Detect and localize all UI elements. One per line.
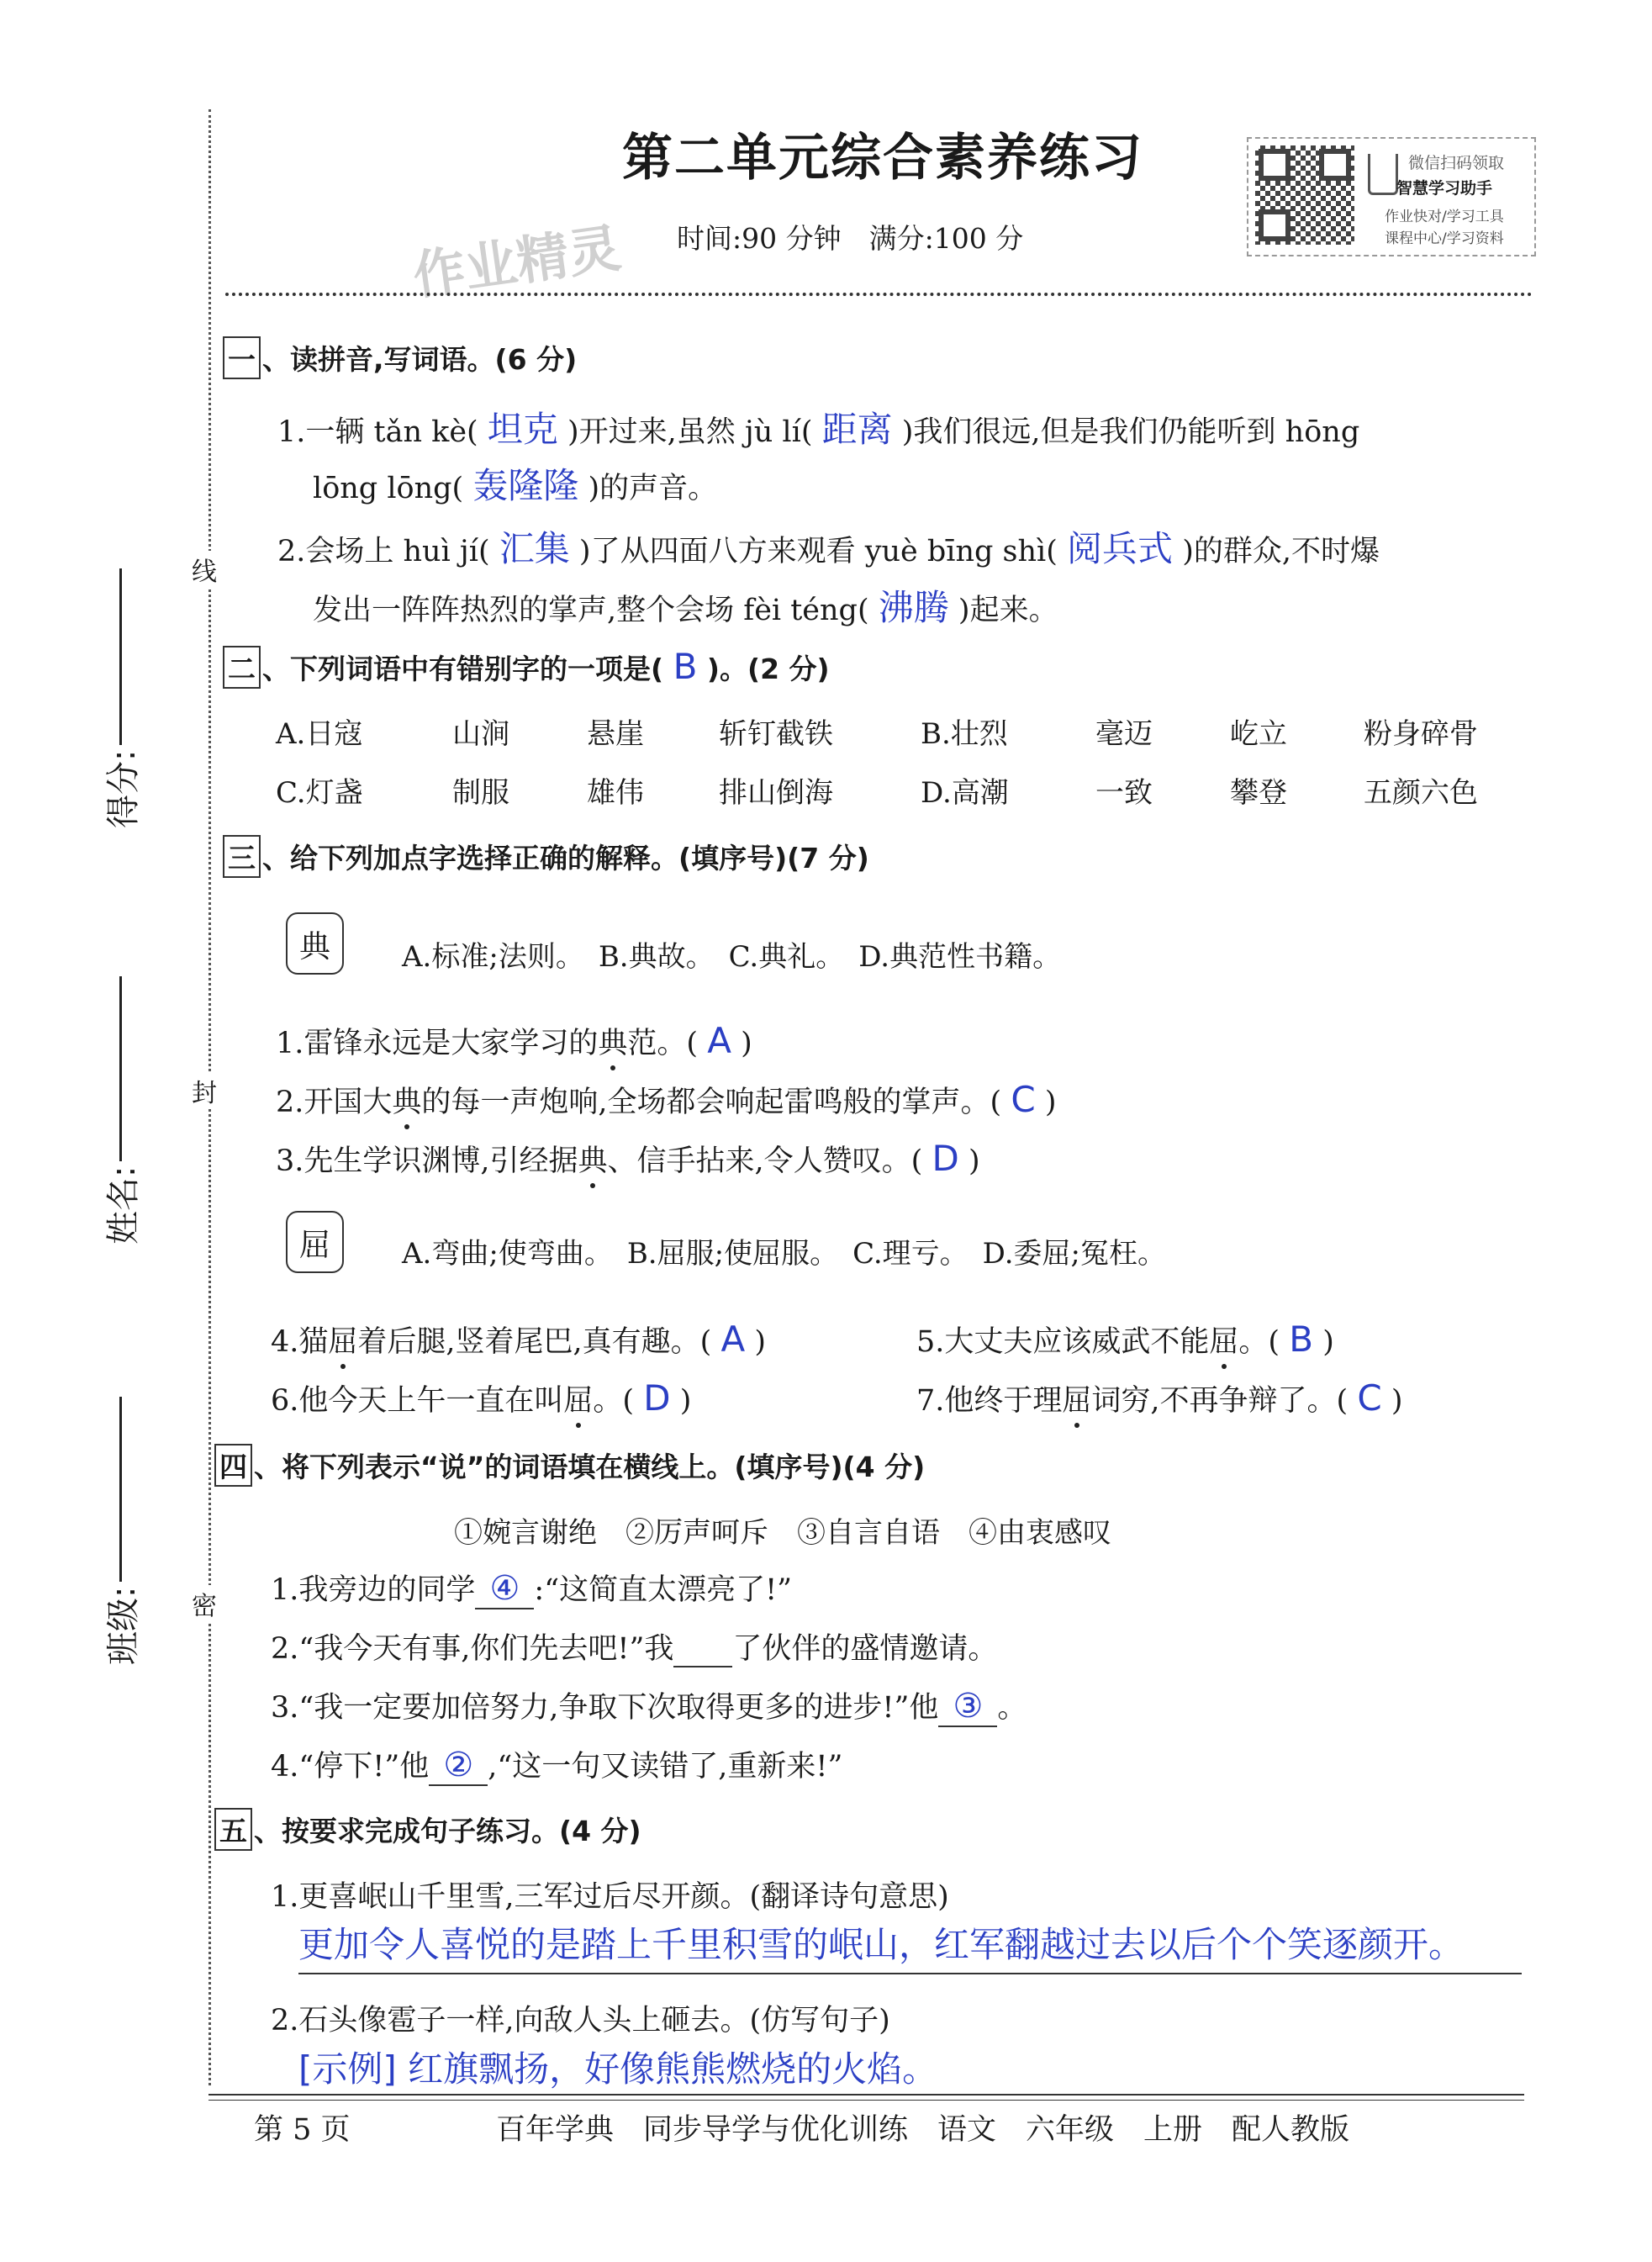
text: )的声音。 xyxy=(588,472,718,505)
word-box-dian xyxy=(286,912,344,975)
word-box-qu xyxy=(286,1211,344,1273)
s2-r2-8: 五颜六色 xyxy=(1364,776,1478,810)
footer-rule xyxy=(208,2094,1524,2096)
s2-r2-5: D.高潮 xyxy=(921,776,1009,810)
s3-q3 xyxy=(276,1138,980,1180)
text: ,“这一句又读错了,重新来!” xyxy=(488,1750,843,1784)
text: :“这简直太漂亮了!” xyxy=(534,1573,793,1607)
seal-char-xian: 线 xyxy=(192,551,217,588)
text: 。( xyxy=(593,1384,635,1418)
s1-q2-line2 xyxy=(313,580,1058,631)
section-4-number: 四 xyxy=(214,1444,252,1487)
answer-s3-q7: C xyxy=(1357,1377,1382,1419)
s5-q1: 1.更喜岷山千里雪,三军过后尽开颜。(翻译诗句意思) xyxy=(271,1880,949,1914)
watermark: 作业精灵 xyxy=(409,217,625,307)
name-field[interactable] xyxy=(97,959,147,1245)
answer-s3-q6: D xyxy=(643,1377,671,1419)
s3-q5 xyxy=(916,1319,1334,1361)
answer-s4-q4: ② xyxy=(429,1746,488,1786)
s3-q4 xyxy=(271,1319,766,1361)
qr-box xyxy=(1247,137,1536,256)
s4-q3 xyxy=(271,1684,1027,1727)
text: 1.我旁边的同学 xyxy=(271,1573,476,1607)
page-title: 第二单元综合素养练习 xyxy=(622,129,1143,188)
dotted-char: 屈 xyxy=(1209,1325,1239,1359)
footer-rule-2 xyxy=(208,2100,1524,2101)
text: 、给下列加点字选择正确的解释。(填序号)(7 分) xyxy=(262,842,869,875)
s4-options: ①婉言谢绝 ②厉声呵斥 ③自言自语 ④由衷感叹 xyxy=(454,1516,1111,1550)
s2-r1-3: 悬崖 xyxy=(587,717,644,751)
section-1-title: 、读拼音,写词语。(6 分) xyxy=(262,343,578,376)
text: 、信手拈来,令人赞叹。( xyxy=(607,1144,923,1178)
text: ) xyxy=(1322,1325,1334,1359)
text: 2.开国大 xyxy=(276,1086,393,1119)
text: ) xyxy=(1044,1086,1057,1119)
book-info: 百年学典 同步导学与优化训练 语文 六年级 上册 配人教版 xyxy=(496,2113,1350,2147)
text: 5.大丈夫应该威武不能 xyxy=(916,1325,1210,1359)
dotted-char: 典 xyxy=(392,1086,422,1119)
answer-s5-q1: 更加令人喜悦的是踏上千里积雪的岷山，红军翻越过去以后个个笑逐颜开。 xyxy=(298,1917,1522,1974)
s2-r1-7: 屹立 xyxy=(1230,717,1287,751)
text: )。(2 分) xyxy=(706,653,830,685)
s2-r1-2: 山涧 xyxy=(452,717,509,751)
dotted-char: 典 xyxy=(578,1144,608,1178)
answer-s3-q5: B xyxy=(1289,1319,1314,1360)
s2-r1-6: 毫迈 xyxy=(1095,717,1153,751)
answer-s2: B xyxy=(673,646,698,687)
text: )了从四面八方来观看 yuè bīng shì( xyxy=(578,535,1058,568)
text: )起来。 xyxy=(958,594,1058,627)
s5-q2: 2.石头像雹子一样,向敌人头上砸去。(仿写句子) xyxy=(271,2004,890,2037)
answer-yuebingshi: 阅兵式 xyxy=(1067,528,1174,569)
s2-r2-6: 一致 xyxy=(1095,776,1153,810)
name-label: 姓名: xyxy=(104,1165,143,1245)
text: 1.雷锋永远是大家学习的 xyxy=(276,1027,599,1060)
qu-definitions: A.弯曲;使弯曲。 B.屈服;使屈服。 C.理亏。 D.委屈;冤枉。 xyxy=(402,1237,1166,1271)
s2-r2-7: 攀登 xyxy=(1230,776,1287,810)
section-2-heading xyxy=(223,646,830,689)
text: 2.“我今天有事,你们先去吧!”我 xyxy=(271,1632,674,1666)
answer-huiji: 汇集 xyxy=(499,528,570,569)
answer-feiteng: 沸腾 xyxy=(878,587,949,628)
s3-q1 xyxy=(276,1020,752,1062)
seal-char-feng: 封 xyxy=(192,1072,217,1109)
answer-honglonglong: 轰隆隆 xyxy=(472,465,579,506)
s4-q2 xyxy=(271,1625,997,1667)
answer-s3-q2: C xyxy=(1011,1079,1036,1120)
text: 、下列词语中有错别字的一项是( xyxy=(262,653,664,685)
s2-r2-3: 雄伟 xyxy=(587,776,644,810)
s2-r1-4: 斩钉截铁 xyxy=(719,717,833,751)
s2-r2-4: 排山倒海 xyxy=(719,776,833,810)
text: 词穷,不再争辩了。( xyxy=(1091,1384,1349,1418)
text: 。( xyxy=(1238,1325,1280,1359)
section-1-heading xyxy=(223,336,577,379)
qr-text-3: 作业快对/学习工具 xyxy=(1385,209,1504,225)
text: 6.他今天上午一直在叫 xyxy=(271,1384,564,1418)
s2-r2-2: 制服 xyxy=(452,776,509,810)
s1-q1-line2 xyxy=(313,458,717,509)
text: ) xyxy=(741,1027,752,1060)
text: )开过来,虽然 jù lí( xyxy=(567,415,813,449)
name-blank xyxy=(119,976,122,1161)
section-5-heading xyxy=(214,1808,641,1851)
text: 了伙伴的盛情邀请。 xyxy=(732,1632,998,1666)
text: 7.他终于理 xyxy=(916,1384,1063,1418)
section-4-heading xyxy=(214,1444,925,1487)
text: )我们很远,但是我们仍能听到 hōng xyxy=(901,415,1360,449)
s1-q1-line1 xyxy=(277,402,1359,452)
score-label: 得分: xyxy=(104,749,143,828)
word-dian: 典 xyxy=(286,912,344,975)
answer-s3-q4: A xyxy=(720,1319,746,1360)
dotted-char: 屈 xyxy=(328,1325,358,1359)
text: 3.先生学识渊博,引经据 xyxy=(276,1144,578,1178)
s3-q7 xyxy=(916,1377,1402,1419)
section-5-number: 五 xyxy=(214,1808,252,1851)
text: 4.“停下!”他 xyxy=(271,1750,430,1784)
pencil-cup-icon xyxy=(1368,154,1398,195)
answer-s3-q1: A xyxy=(707,1020,731,1061)
text: 范。( xyxy=(627,1027,699,1060)
answer-tanke: 坦克 xyxy=(487,409,558,450)
s2-r1-8: 粉身碎骨 xyxy=(1364,717,1478,751)
text: 4.猫 xyxy=(271,1325,329,1359)
header-divider xyxy=(225,293,1533,296)
text: 发出一阵阵热烈的掌声,整个会场 fèi téng( xyxy=(313,594,869,627)
text: ) xyxy=(968,1144,980,1178)
text: 、按要求完成句子练习。(4 分) xyxy=(254,1815,641,1847)
class-label: 班级: xyxy=(104,1586,143,1665)
s2-r1-1: A.日寇 xyxy=(276,717,363,751)
text: 3.“我一定要加倍努力,争取下次取得更多的进步!”他 xyxy=(271,1691,939,1725)
text: ) xyxy=(754,1325,767,1359)
s3-q2 xyxy=(276,1079,1056,1121)
class-blank xyxy=(119,1397,122,1582)
text: ) xyxy=(1391,1384,1403,1418)
qr-code-icon xyxy=(1255,145,1354,245)
s2-r1-5: B.壮烈 xyxy=(921,717,1008,751)
qr-text-1: 微信扫码领取 xyxy=(1408,154,1505,172)
answer-s3-q3: D xyxy=(932,1138,959,1179)
s2-r2-1: C.灯盏 xyxy=(276,776,363,810)
answer-juli: 距离 xyxy=(821,409,893,450)
section-3-heading xyxy=(223,835,869,878)
answer-s4-q3: ③ xyxy=(938,1687,997,1727)
text: ) xyxy=(679,1384,692,1418)
page-number: 第 5 页 xyxy=(254,2113,351,2147)
section-1-number: 一 xyxy=(223,336,261,379)
s3-q6 xyxy=(271,1377,691,1419)
text: 1.一辆 tǎn kè( xyxy=(277,415,478,449)
answer-s4-q2 xyxy=(673,1630,732,1667)
section-3-number: 三 xyxy=(223,835,261,878)
text: )的群众,不时爆 xyxy=(1182,535,1380,568)
time-info: 时间:90 分钟 满分:100 分 xyxy=(677,222,1024,255)
text: 。 xyxy=(997,1691,1027,1725)
text: 2.会场上 huì jí( xyxy=(277,535,490,568)
text: 着后腿,竖着尾巴,真有趣。( xyxy=(357,1325,712,1359)
seal-char-mi: 密 xyxy=(192,1585,217,1622)
s4-q4 xyxy=(271,1743,842,1786)
answer-s5-q2: [示例] 红旗飘扬，好像熊熊燃烧的火焰。 xyxy=(298,2048,938,2090)
dian-definitions: A.标准;法则。 B.典故。 C.典礼。 D.典范性书籍。 xyxy=(402,940,1062,974)
qr-text-2: 智慧学习助手 xyxy=(1396,179,1493,198)
text: 、将下列表示“说”的词语填在横线上。(填序号)(4 分) xyxy=(254,1451,926,1483)
dotted-char: 典 xyxy=(598,1027,628,1060)
word-qu: 屈 xyxy=(286,1211,344,1273)
s4-q1 xyxy=(271,1567,792,1609)
dotted-char: 屈 xyxy=(563,1384,594,1418)
answer-s4-q1: ④ xyxy=(475,1569,534,1609)
section-2-number: 二 xyxy=(223,646,261,689)
class-field[interactable] xyxy=(97,1379,147,1665)
score-blank xyxy=(119,568,122,745)
s1-q2-line1 xyxy=(277,521,1380,572)
score-field[interactable] xyxy=(97,551,147,828)
dotted-char: 屈 xyxy=(1062,1384,1092,1418)
text: 的每一声炮响,全场都会响起雷鸣般的掌声。( xyxy=(421,1086,1002,1119)
qr-text-4: 课程中心/学习资料 xyxy=(1385,230,1504,247)
text: lōng lōng( xyxy=(313,472,464,505)
